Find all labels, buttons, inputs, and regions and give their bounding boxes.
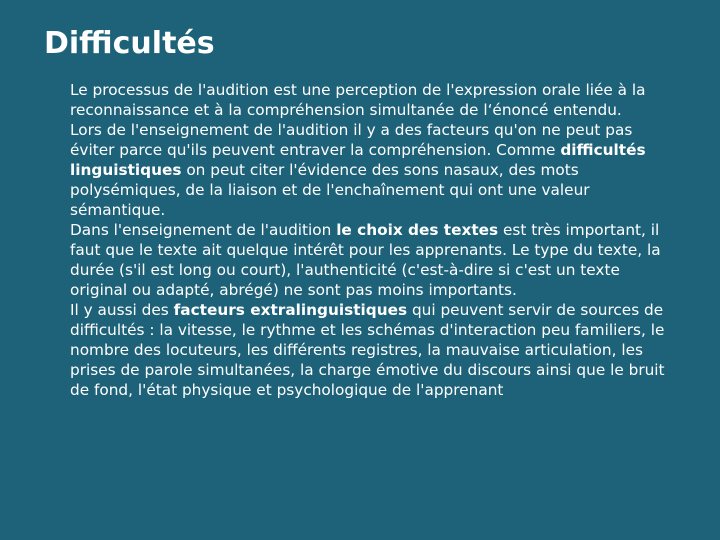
- paragraph-text: qui peuvent servir de sources de difficultés : la vitesse, le rythme et les schémas d'interaction peu familiers, le nombre des locuteurs, les différents registres, la mauvaise articulation, les prises de parole simultanées, la charge émotive du discours ainsi que le bruit de fond, l'état physique et psychologique de l'apprenant: [70, 301, 665, 399]
- slide-title: Difficultés: [44, 26, 215, 61]
- paragraph-text: Il y aussi des: [70, 301, 174, 319]
- slide-body: [70, 80, 678, 400]
- emphasis-linguistic-difficulties: difficultés linguistiques: [70, 141, 646, 179]
- paragraph-text: Dans l'enseignement de l'audition: [70, 221, 337, 239]
- paragraph-text: est très important, il faut que le texte ait quelque intérêt pour les apprenants. Le type du texte, la durée (s'il est long ou court), l'authenticité (c'est-à-dire si c'est un texte original ou adapté, abrégé) ne sont pas moins importants.: [70, 221, 661, 299]
- paragraph-linguistic-difficulties: [70, 120, 678, 220]
- emphasis-extralinguistic-factors: facteurs extralinguistiques: [173, 301, 408, 319]
- paragraph-text: Le processus de l'audition est une perception de l'expression orale liée à la reconnaissance et à la compréhension simultanée de l‘énoncé entendu.: [70, 81, 646, 119]
- paragraph-extralinguistic-factors: [70, 300, 678, 400]
- emphasis-text-choice: le choix des textes: [336, 221, 499, 239]
- paragraph-audition-process: [70, 80, 678, 120]
- paragraph-text: Lors de l'enseignement de l'audition il y a des facteurs qu'on ne peut pas éviter parce qu'ils peuvent entraver la compréhension. Comme: [70, 121, 633, 159]
- paragraph-text-choice: [70, 220, 678, 300]
- paragraph-text: on peut citer l'évidence des sons nasaux, des mots polysémiques, de la liaison et de l'enchaînement qui ont une valeur sémantique.: [70, 161, 590, 219]
